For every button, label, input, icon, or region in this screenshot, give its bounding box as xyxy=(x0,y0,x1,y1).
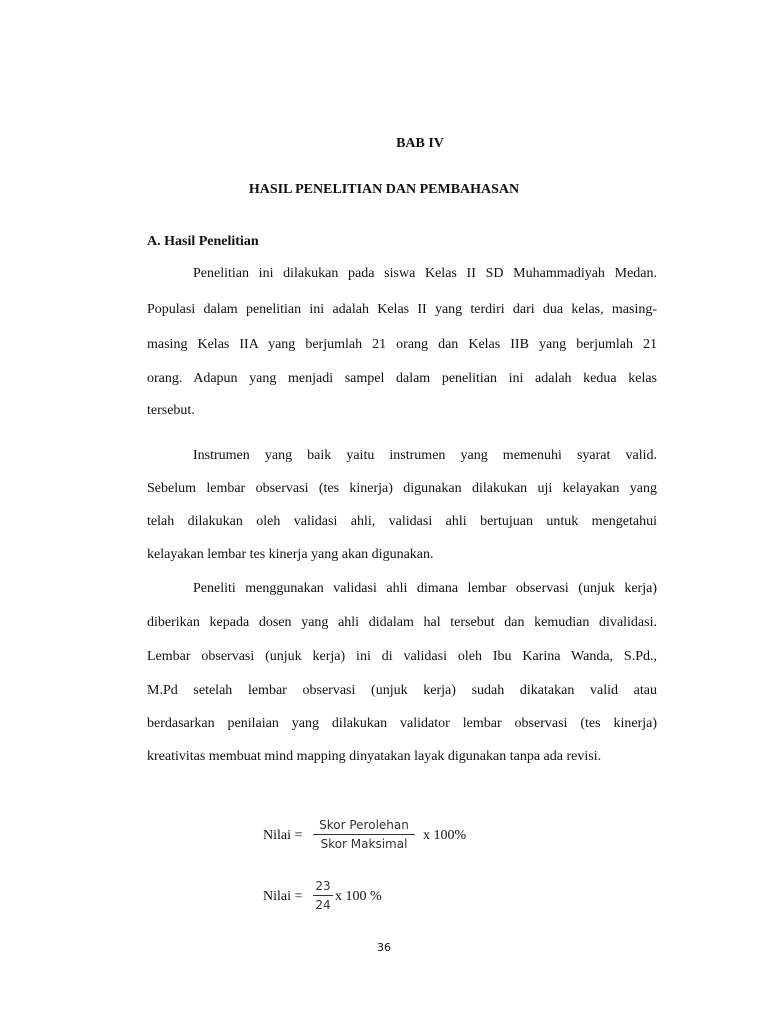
chapter-title: HASIL PENELITIAN DAN PEMBAHASAN xyxy=(248,182,520,197)
paragraph-line: kelayakan lembar tes kinerja yang akan digunakan. xyxy=(147,547,434,562)
paragraph-line: orang. Adapun yang menjadi sampel dalam penelitian ini adalah kedua kelas xyxy=(147,371,657,386)
fraction xyxy=(313,818,415,851)
paragraph-line: kreativitas membuat mind mapping dinyatakan layak digunakan tanpa ada revisi. xyxy=(147,749,602,764)
fraction xyxy=(313,879,333,912)
paragraph-line: telah dilakukan oleh validasi ahli, validasi ahli bertujuan untuk mengetahui xyxy=(147,514,657,529)
page-number: 36 xyxy=(377,941,391,954)
paragraph-line: Sebelum lembar observasi (tes kinerja) digunakan dilakukan uji kelayakan yang xyxy=(147,481,657,496)
formula-multiplier: x 100 % xyxy=(335,889,382,904)
chapter-heading: BAB IV xyxy=(396,136,444,151)
section-heading: A. Hasil Penelitian xyxy=(147,234,259,249)
formula-label: Nilai = xyxy=(263,828,303,843)
paragraph-line: masing Kelas IIA yang berjumlah 21 orang dan Kelas IIB yang berjumlah 21 xyxy=(147,337,657,352)
paragraph-line: Instrumen yang baik yaitu instrumen yang memenuhi syarat valid. xyxy=(193,448,657,463)
fraction-denominator: Skor Maksimal xyxy=(320,837,408,851)
paragraph-line: Populasi dalam penelitian ini adalah Kelas II yang terdiri dari dua kelas, masing- xyxy=(147,302,657,317)
formula-multiplier: x 100% xyxy=(423,828,467,843)
paragraph-line: Peneliti menggunakan validasi ahli dimana lembar observasi (unjuk kerja) xyxy=(193,581,657,596)
paragraph-line: Penelitian ini dilakukan pada siswa Kelas II SD Muhammadiyah Medan. xyxy=(193,266,657,281)
fraction-numerator: Skor Perolehan xyxy=(313,818,415,835)
paragraph-line: Lembar observasi (unjuk kerja) ini di validasi oleh Ibu Karina Wanda, S.Pd., xyxy=(147,649,657,664)
paragraph-line: M.Pd setelah lembar observasi (unjuk kerja) sudah dikatakan valid atau xyxy=(147,683,657,698)
formula-label: Nilai = xyxy=(263,889,303,904)
fraction-denominator: 24 xyxy=(315,898,331,912)
paragraph-line: diberikan kepada dosen yang ahli didalam hal tersebut dan kemudian divalidasi. xyxy=(147,615,657,630)
fraction-numerator: 23 xyxy=(313,879,333,896)
paragraph-line: tersebut. xyxy=(147,403,195,418)
paragraph-line: berdasarkan penilaian yang dilakukan validator lembar observasi (tes kinerja) xyxy=(147,716,657,731)
